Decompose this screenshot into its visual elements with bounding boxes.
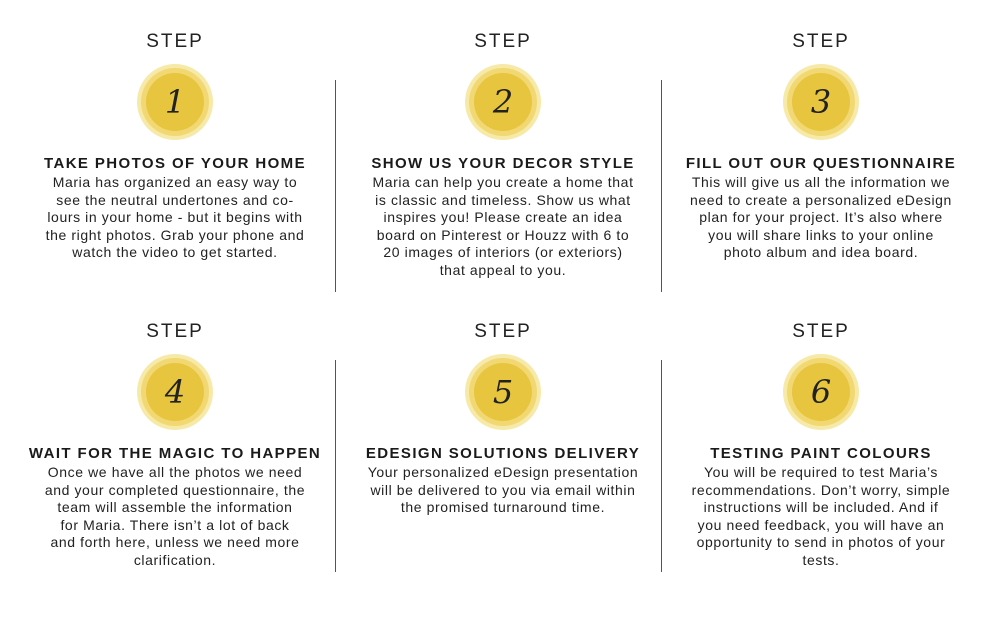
step-number: 2: [492, 83, 514, 121]
step-number: 4: [164, 373, 186, 411]
step-title: WAIT FOR THE MAGIC TO HAPPEN: [28, 445, 322, 462]
step-number: 5: [492, 373, 514, 411]
step-number-badge: [783, 354, 859, 430]
step-description: Maria has organized an easy way to see the neutral undertones and co- lours in your home - but it begins with the right photos. Grab your phone and watch the video to get started.: [45, 174, 305, 260]
step-number: 1: [164, 83, 186, 121]
step-description: Once we have all the photos we need and your completed questionnaire, the team will assemble the information for Maria. There isn’t a lot of back and forth here, unless we need more clarification.: [44, 464, 306, 568]
step-number: 6: [810, 373, 832, 411]
step-description: You will be required to test Maria’s recommendations. Don’t worry, simple instructions will be included. And if you need feedback, you will have an opportunity to send in photos of your tests.: [691, 464, 951, 568]
step-title: FILL OUT OUR QUESTIONNAIRE: [685, 155, 957, 172]
column-divider: [335, 80, 336, 292]
step-description: Maria can help you create a home that is classic and timeless. Show us what inspires you! Please create an idea board on Pinterest or Houzz with 6 to 20 images of interiors (or exteriors) that appeal to you.: [372, 174, 634, 278]
step-label: STEP: [146, 31, 204, 52]
step-description: This will give us all the information we need to create a personalized eDesign plan for your project. It’s also where you will share links to your online photo album and idea board.: [690, 174, 952, 260]
step-title: TAKE PHOTOS OF YOUR HOME: [44, 155, 306, 172]
step-number-badge: [137, 64, 213, 140]
step-label: STEP: [792, 31, 850, 52]
step-label: STEP: [146, 321, 204, 342]
step-number: 3: [810, 83, 832, 121]
step-number-badge: [465, 354, 541, 430]
step-label: STEP: [474, 31, 532, 52]
step-title: EDESIGN SOLUTIONS DELIVERY: [365, 445, 641, 462]
step-number-badge: [137, 354, 213, 430]
column-divider: [335, 360, 336, 572]
step-description: Your personalized eDesign presentation will be delivered to you via email within the promised turnaround time.: [367, 464, 639, 515]
step-title: SHOW US YOUR DECOR STYLE: [371, 155, 635, 172]
step-label: STEP: [792, 321, 850, 342]
step-title: TESTING PAINT COLOURS: [710, 445, 932, 462]
step-label: STEP: [474, 321, 532, 342]
step-number-badge: [783, 64, 859, 140]
step-number-badge: [465, 64, 541, 140]
